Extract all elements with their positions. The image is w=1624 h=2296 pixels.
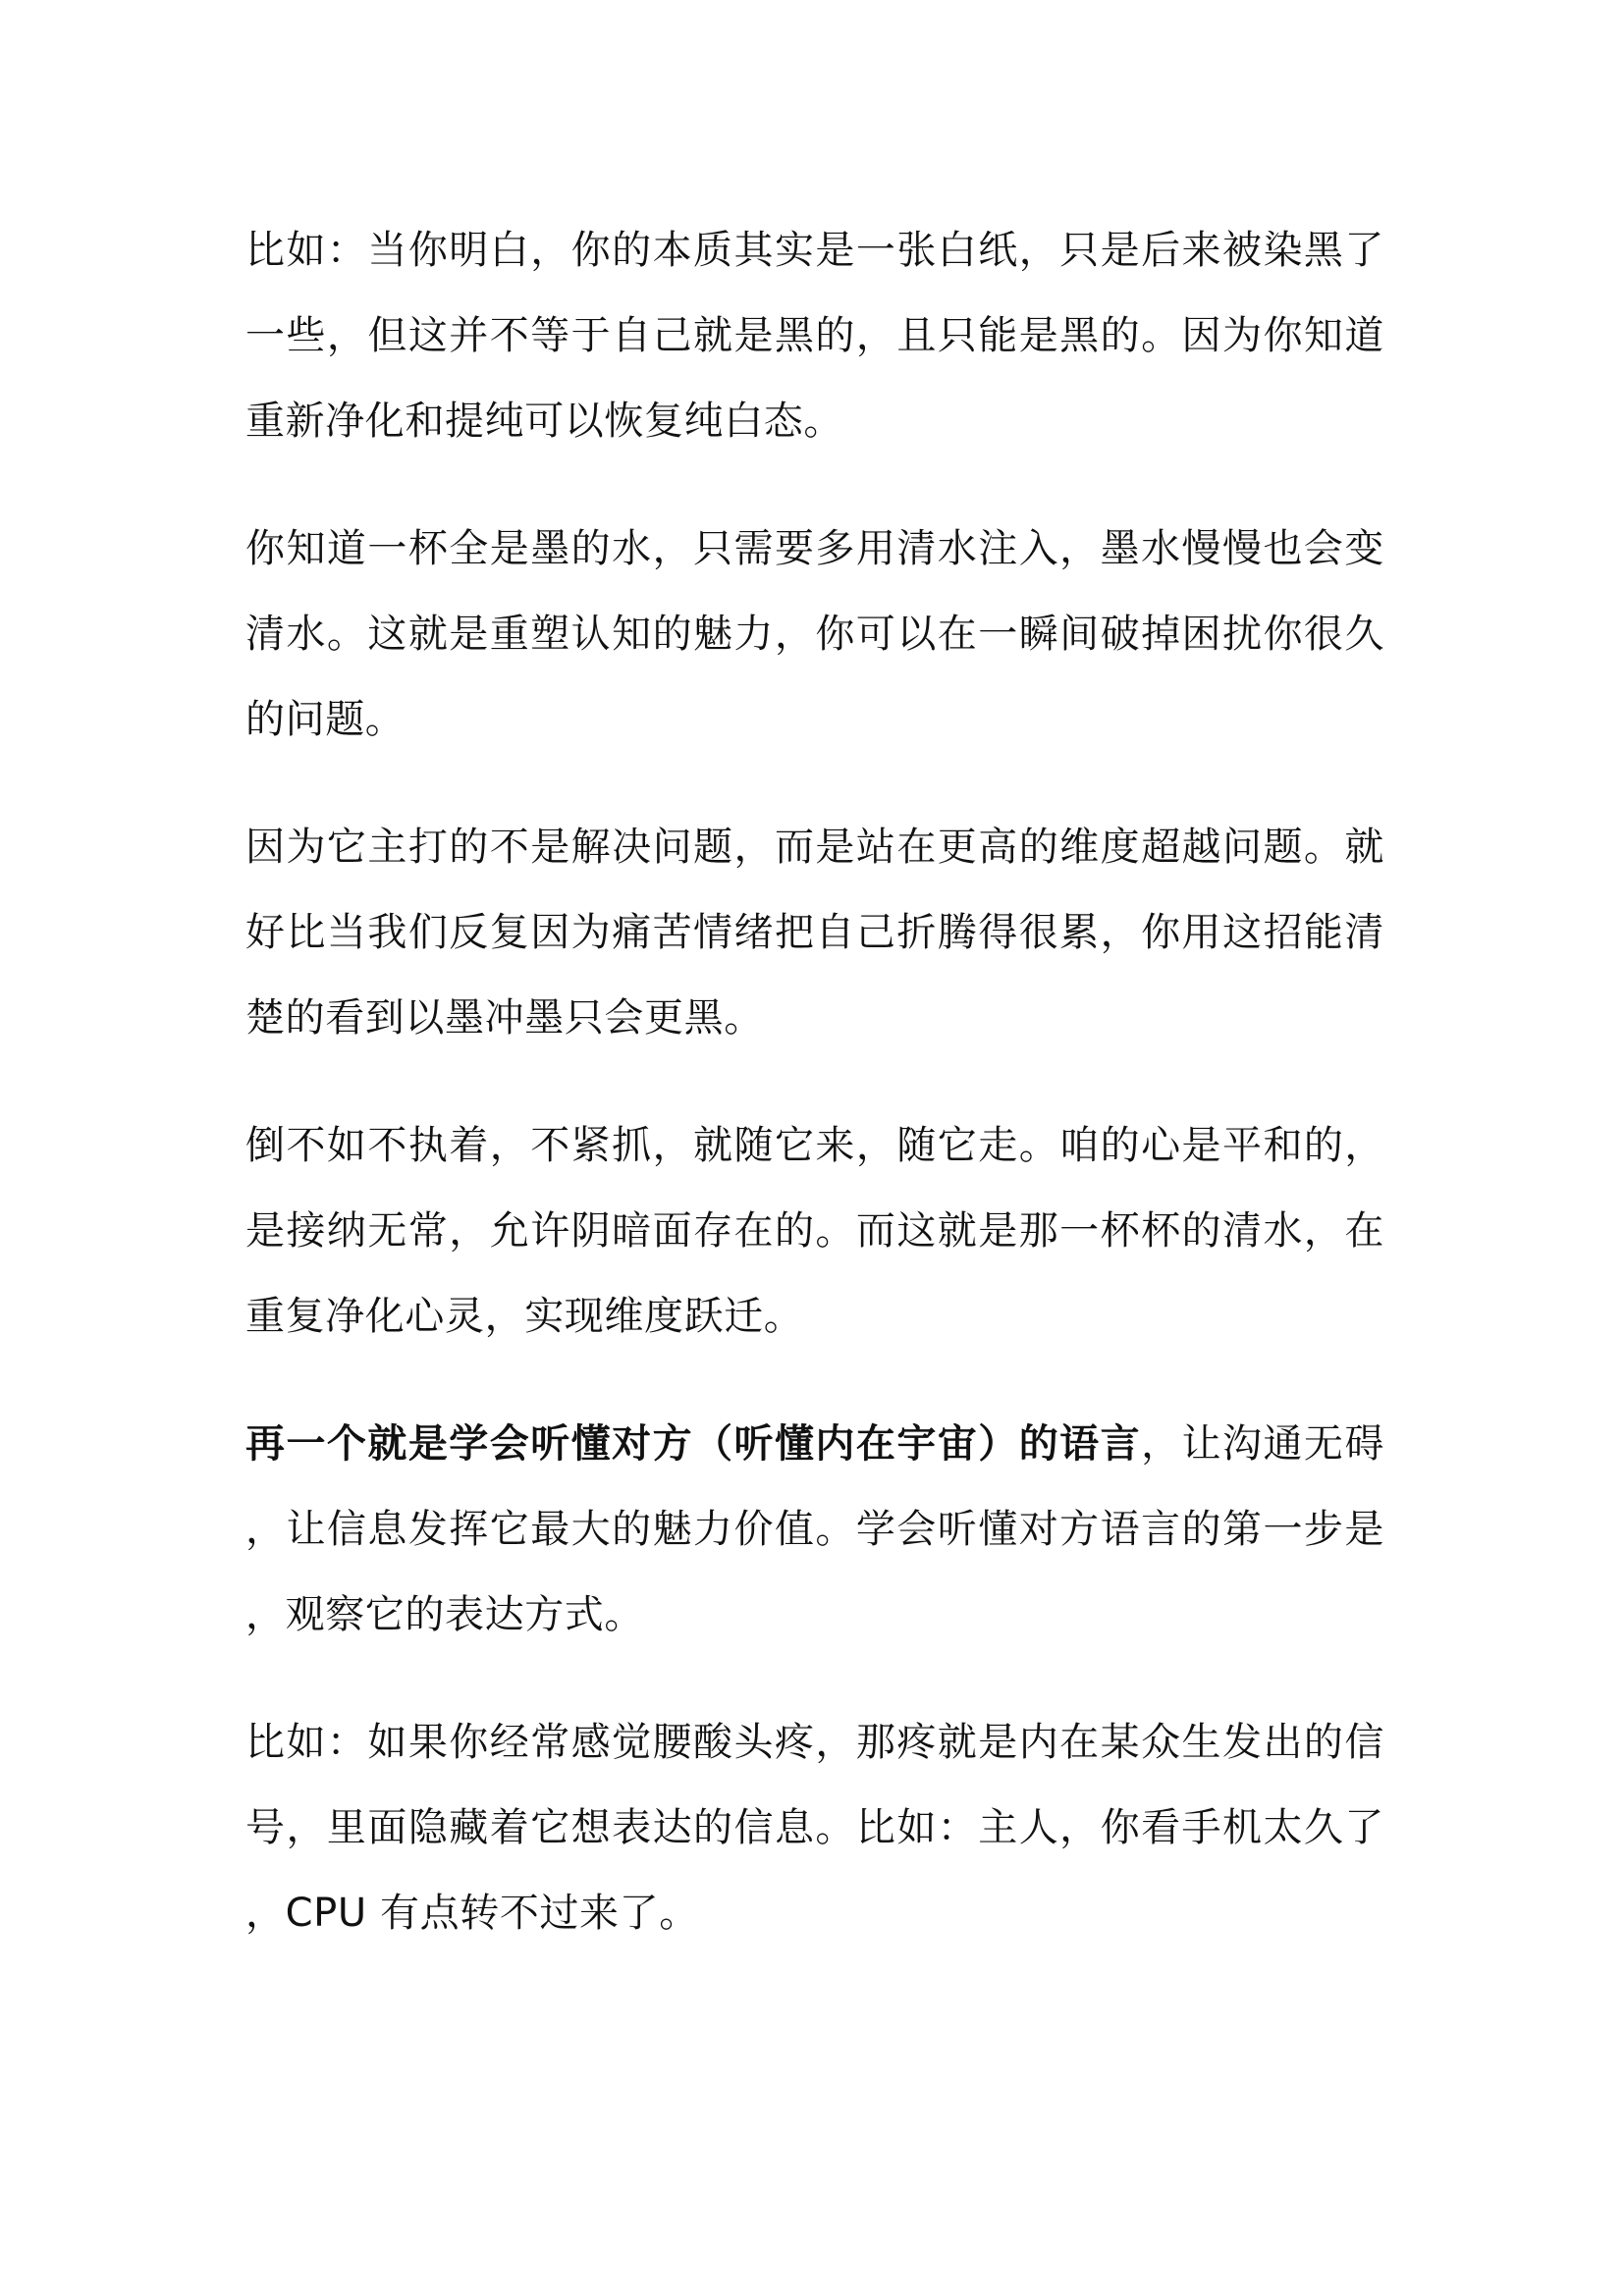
paragraph-3: [245, 805, 1384, 1061]
paragraph-text: ，让沟通无碍，让信息发挥它最大的魅力价值。学会听懂对方语言的第一步是，观察它的表达方式。: [245, 1421, 1384, 1637]
paragraph-6: [245, 1700, 1384, 1956]
paragraph-2: [245, 507, 1384, 763]
paragraph-4: [245, 1103, 1384, 1360]
paragraph-text: 因为它主打的不是解决问题，而是站在更高的维度超越问题。就好比当我们反复因为痛苦情绪把自己折腾得很累，你用这招能清楚的看到以墨冲墨只会更黑。: [245, 825, 1384, 1041]
paragraph-text: 你知道一杯全是墨的水，只需要多用清水注入，墨水慢慢也会变清水。这就是重塑认知的魅力，你可以在一瞬间破掉困扰你很久的问题。: [245, 526, 1384, 742]
bold-lead-phrase: 再一个就是学会听懂对方（听懂内在宇宙）的语言: [245, 1421, 1142, 1467]
paragraph-text: 倒不如不执着，不紧抓，就随它来，随它走。咱的心是平和的，是接纳无常，允许阴暗面存在的。而这就是那一杯杯的清水，在重复净化心灵，实现维度跃迁。: [245, 1123, 1384, 1339]
paragraph-1: [245, 208, 1384, 464]
paragraph-text: 比如：如果你经常感觉腰酸头疼，那疼就是内在某众生发出的信号，里面隐藏着它想表达的信息。比如：主人，你看手机太久了，CPU 有点转不过来了。: [245, 1720, 1384, 1936]
document-page: [245, 208, 1384, 1999]
paragraph-5: [245, 1402, 1384, 1658]
paragraph-text: 比如：当你明白，你的本质其实是一张白纸，只是后来被染黑了一些，但这并不等于自己就是黑的，且只能是黑的。因为你知道重新净化和提纯可以恢复纯白态。: [245, 228, 1384, 444]
